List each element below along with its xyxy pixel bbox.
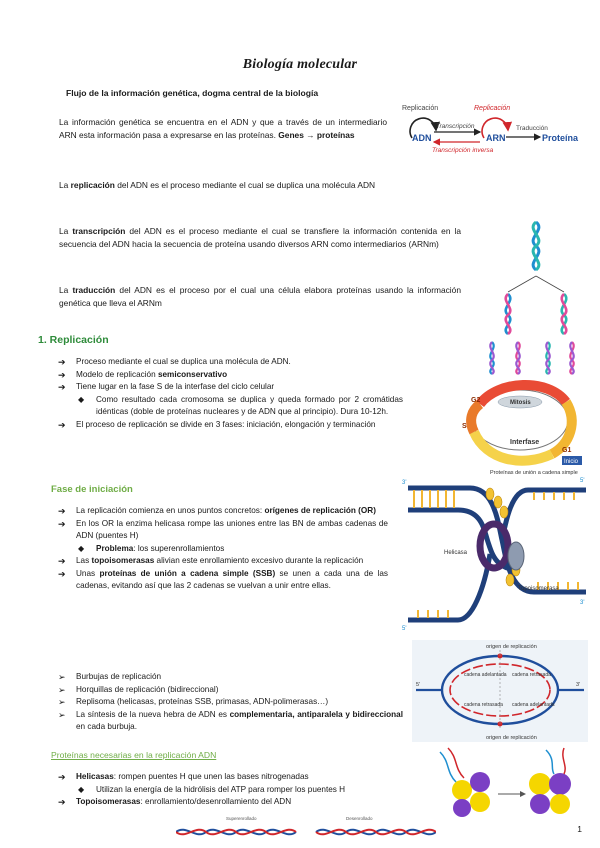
list-item: ➔ En los OR la enzima helicasa rompe las uniones entre las BN de ambas cadenas de ADN (puentes H) (58, 518, 388, 540)
supercoil-right-label: Desenrollado (346, 816, 373, 821)
dogma-adn-label: ADN (412, 133, 432, 143)
replication-bubble-figure (412, 640, 588, 742)
list-item: ➢ Replisoma (helicasas, proteínas SSB, primasas, ADN-polimerasas…) (58, 697, 329, 707)
list-subitem: ◆ Utilizan la energía de la hidrólisis del ATP para romper los puentes H (58, 784, 428, 797)
dogma-proteina-label: Proteína (542, 133, 579, 143)
dogma-inversa-label: Transcripción inversa (432, 147, 494, 154)
list-item: ➔ Modelo de replicación semiconservativo (58, 369, 228, 380)
arrow-bullet-icon: ➔ (58, 518, 66, 529)
strand-end-label: 5' (580, 478, 585, 484)
mitosis-label: Mitosis (510, 400, 531, 406)
arrow-bullet-icon: ➔ (58, 506, 66, 516)
list-item: ➔ Tiene lugar en la fase S de la interfase del ciclo celular (58, 382, 275, 392)
helicasa-label: Helicasa (444, 550, 468, 556)
list-item: ➔ Helicasas: rompen puentes H que unen las bases nitrogenadas (58, 772, 309, 782)
dogma-traduccion-label: Traducción (516, 125, 548, 132)
dogma-arn-label: ARN (486, 133, 506, 143)
list-subitem: ◆ Problema: los superenrollamientos (58, 543, 388, 556)
retrasada-label-1: cadena retrasada (512, 672, 551, 678)
topoisomerasa-label: Topoisomerasa (518, 586, 559, 592)
central-dogma-figure (398, 100, 588, 166)
page-title: Biología molecular (242, 57, 358, 72)
interfase-label: Interfase (510, 439, 540, 446)
arrowhead-bullet-icon: ➢ (58, 697, 66, 707)
intro-paragraph-1 (59, 116, 387, 142)
s-label: S (462, 423, 467, 430)
term-replicacion: replicación (70, 180, 115, 190)
adelantada-label-2: cadena adelantada (512, 702, 555, 708)
list-item: ➔ Topoisomerasas: enrollamiento/desenrollamiento del ADN (58, 797, 292, 807)
dogma-replicacion-label: Replicación (402, 105, 439, 112)
strand-end-label: 3' (576, 682, 581, 688)
section-heading-fase-iniciacion: Fase de iniciación (51, 484, 133, 495)
arrowhead-bullet-icon: ➢ (58, 672, 66, 682)
diamond-bullet-icon: ◆ (78, 784, 85, 794)
page-number: 1 (577, 824, 582, 834)
strand-end-label: 3' (402, 480, 407, 486)
list-subitem: ◆ Como resultado cada cromosoma se duplica y queda formado por 2 cromátidas idénticas (doble de proteínas nucleares y de ADN que al principio). Dura 10-12h. (78, 394, 403, 416)
arrow-bullet-icon: ➔ (58, 357, 66, 367)
origen-bottom-label: origen de replicación (486, 735, 537, 741)
intro-p1-genes: Genes → proteínas (278, 130, 355, 140)
intro-paragraph-4: La traducción del ADN es el proceso por el cual una célula elabora proteínas usando la información genética que lleva el ARNm (59, 285, 461, 308)
list-item: ➔ Las topoisomerasas alivian este enrollamiento excesivo durante la replicación (58, 556, 364, 566)
diamond-bullet-icon: ◆ (78, 543, 85, 553)
replicacion-list (58, 356, 403, 431)
retrasada-label-2: cadena retrasada (464, 702, 503, 708)
replication-fork-figure (398, 470, 588, 636)
arrow-bullet-icon: ➔ (58, 797, 66, 807)
arrow-bullet-icon: ➔ (58, 419, 66, 430)
diamond-bullet-icon: ◆ (78, 394, 85, 404)
dna-helix-mid-right (562, 294, 567, 334)
cell-cycle-figure (458, 372, 588, 468)
dna-helix-top (533, 222, 539, 270)
semiconservative-replication-figure (478, 220, 578, 375)
strand-end-label: 5' (402, 626, 407, 632)
arrow-bullet-icon: ➔ (58, 556, 66, 566)
term-traduccion: traducción (72, 285, 116, 295)
dogma-transcripcion-label: Transcripción (436, 123, 475, 130)
arrowhead-bullet-icon: ➢ (58, 684, 66, 695)
section-heading-proteinas: Proteínas necesarias en la replicación ADN (51, 750, 217, 760)
intro-paragraph-3: La transcripción del ADN es el proceso mediante el cual se transfiere la información contenida en la secuencia del ADN hacia la secuencia de proteína usando diversos ARN como intermediarios (ARNm) (59, 226, 461, 249)
dogma-replicacion-red-label: Replicación (474, 105, 511, 112)
list-item: ➔ Proceso mediante el cual se duplica una molécula de ADN. (58, 357, 291, 367)
inicio-label: Inicio (564, 459, 579, 465)
topoisomerase-blob (508, 542, 524, 570)
dna-helix-mid-left (506, 294, 511, 334)
arrow-bullet-icon: ➔ (58, 772, 66, 782)
arrow-bullet-icon: ➔ (58, 568, 66, 579)
helicase-proteins-figure (436, 742, 586, 822)
page-subtitle: Flujo de la información genética, dogma central de la biología (66, 88, 319, 98)
section-heading-replicacion: 1. Replicación (38, 334, 109, 346)
origen-top-label: origen de replicación (486, 644, 537, 650)
list-item: ➔ El proceso de replicación se divide en 3 fases: iniciación, elongación y terminación (58, 419, 376, 430)
g1-label: G1 (562, 447, 572, 454)
strand-end-label: 3' (580, 600, 585, 606)
list-item: ➢ La síntesis de la nueva hebra de ADN es complementaria, antiparalela y bidireccional en cada burbuja. (58, 709, 403, 731)
list-item: ➢ Horquillas de replicación (bidireccional) (58, 684, 219, 695)
ssb-label: Proteínas de unión a cadena simple (490, 470, 578, 476)
strand-end-label: 5' (416, 682, 421, 688)
intro-p1-text: La información genética se encuentra en el ADN y que a través de un intermediario ARN esta información pasa a expresarse en las proteínas. (59, 117, 387, 140)
arrow-bullet-icon: ➔ (58, 382, 66, 392)
arrowhead-bullet-icon: ➢ (58, 709, 66, 720)
proteinas-list (58, 771, 428, 809)
dna-helix-bottom-row (490, 342, 573, 374)
adelantada-label-1: cadena adelantada (464, 672, 507, 678)
list-item: ➔ Unas proteínas de unión a cadena simple (SSB) se unen a cada una de las cadenas, evitando así que las 2 cadenas se vuelvan a unir entre ellas. (58, 568, 388, 590)
term-transcripcion: transcripción (72, 226, 126, 236)
intro-paragraph-2: La replicación del ADN es el proceso mediante el cual se duplica una molécula ADN (59, 180, 376, 190)
replication-bubble-list (58, 671, 403, 734)
list-item: ➢ Burbujas de replicación (58, 672, 162, 682)
supercoil-figure (176, 814, 436, 844)
fase-iniciacion-list (58, 505, 388, 593)
supercoil-left-label: Superenrollado (226, 816, 257, 821)
g2-label: G2 (471, 397, 481, 404)
list-item: ➔ La replicación comienza en unos puntos concretos: orígenes de replicación (OR) (58, 506, 376, 516)
arrow-bullet-icon: ➔ (58, 369, 66, 380)
